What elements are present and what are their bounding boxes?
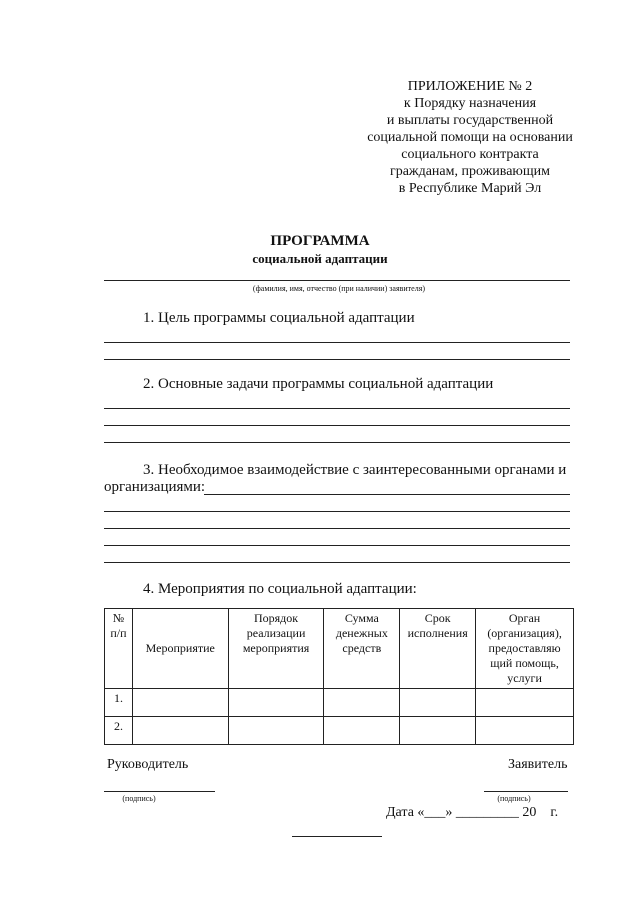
applicant-signature-line xyxy=(484,791,568,792)
fill-line xyxy=(104,408,570,409)
fill-line xyxy=(104,425,570,426)
appendix-header xyxy=(320,78,620,197)
table-cell xyxy=(132,717,228,745)
document-title: ПРОГРАММА xyxy=(270,233,370,249)
table-row xyxy=(105,717,574,745)
column-header: Мероприятие xyxy=(132,609,228,689)
appendix-line: гражданам, проживающим xyxy=(389,164,551,179)
bottom-line xyxy=(292,836,382,837)
fill-line xyxy=(104,442,570,443)
document-subtitle: социальной адаптации xyxy=(252,251,388,266)
fill-line xyxy=(104,359,570,360)
table-cell xyxy=(324,689,400,717)
section-3-heading: 3. Необходимое взаимодействие с заинтересованными органами и xyxy=(143,462,567,478)
table-cell xyxy=(132,689,228,717)
name-caption: (фамилия, имя, отчество (при наличии) заявителя) xyxy=(252,284,426,293)
fill-line xyxy=(104,528,570,529)
activities-table xyxy=(104,608,574,745)
table-header-row xyxy=(105,609,574,689)
section-2-heading: 2. Основные задачи программы социальной адаптации xyxy=(143,376,494,392)
name-line xyxy=(104,280,570,281)
column-header: Порядок реализации мероприятия xyxy=(228,609,324,689)
column-header: № п/п xyxy=(105,609,133,689)
table-cell xyxy=(400,717,476,745)
column-header: Срок исполнения xyxy=(400,609,476,689)
appendix-line: социальной помощи на основании xyxy=(367,130,573,145)
applicant-signature-caption: (подпись) xyxy=(497,794,531,803)
fill-line xyxy=(104,342,570,343)
section-1-heading: 1. Цель программы социальной адаптации xyxy=(143,310,415,326)
head-signature-caption: (подпись) xyxy=(122,794,156,803)
table-cell xyxy=(324,717,400,745)
table-cell xyxy=(400,689,476,717)
head-label: Руководитель xyxy=(107,757,189,772)
table-cell xyxy=(476,717,574,745)
applicant-label: Заявитель xyxy=(508,757,568,772)
fill-line xyxy=(104,545,570,546)
column-header: Сумма денежных средств xyxy=(324,609,400,689)
column-header: Орган (организация), предоставляю щий помощь, услуги xyxy=(476,609,574,689)
appendix-line: и выплаты государственной xyxy=(386,113,554,128)
table-row xyxy=(105,689,574,717)
appendix-line: социального контракта xyxy=(401,147,539,162)
appendix-line: к Порядку назначения xyxy=(403,96,537,111)
table-cell: 1. xyxy=(105,689,133,717)
table-cell xyxy=(476,689,574,717)
table-cell xyxy=(228,717,324,745)
table-cell: 2. xyxy=(105,717,133,745)
fill-line xyxy=(104,562,570,563)
head-signature-line xyxy=(104,791,215,792)
appendix-line: в Республике Марий Эл xyxy=(398,181,542,196)
table-cell xyxy=(228,689,324,717)
appendix-line: ПРИЛОЖЕНИЕ № 2 xyxy=(407,79,533,94)
fill-line xyxy=(104,511,570,512)
section-3-heading-cont: организациями: xyxy=(104,479,206,495)
section-4-heading: 4. Мероприятия по социальной адаптации: xyxy=(143,581,417,597)
fill-line xyxy=(204,494,570,495)
date-field: Дата «___» _________ 20 г. xyxy=(386,805,559,820)
